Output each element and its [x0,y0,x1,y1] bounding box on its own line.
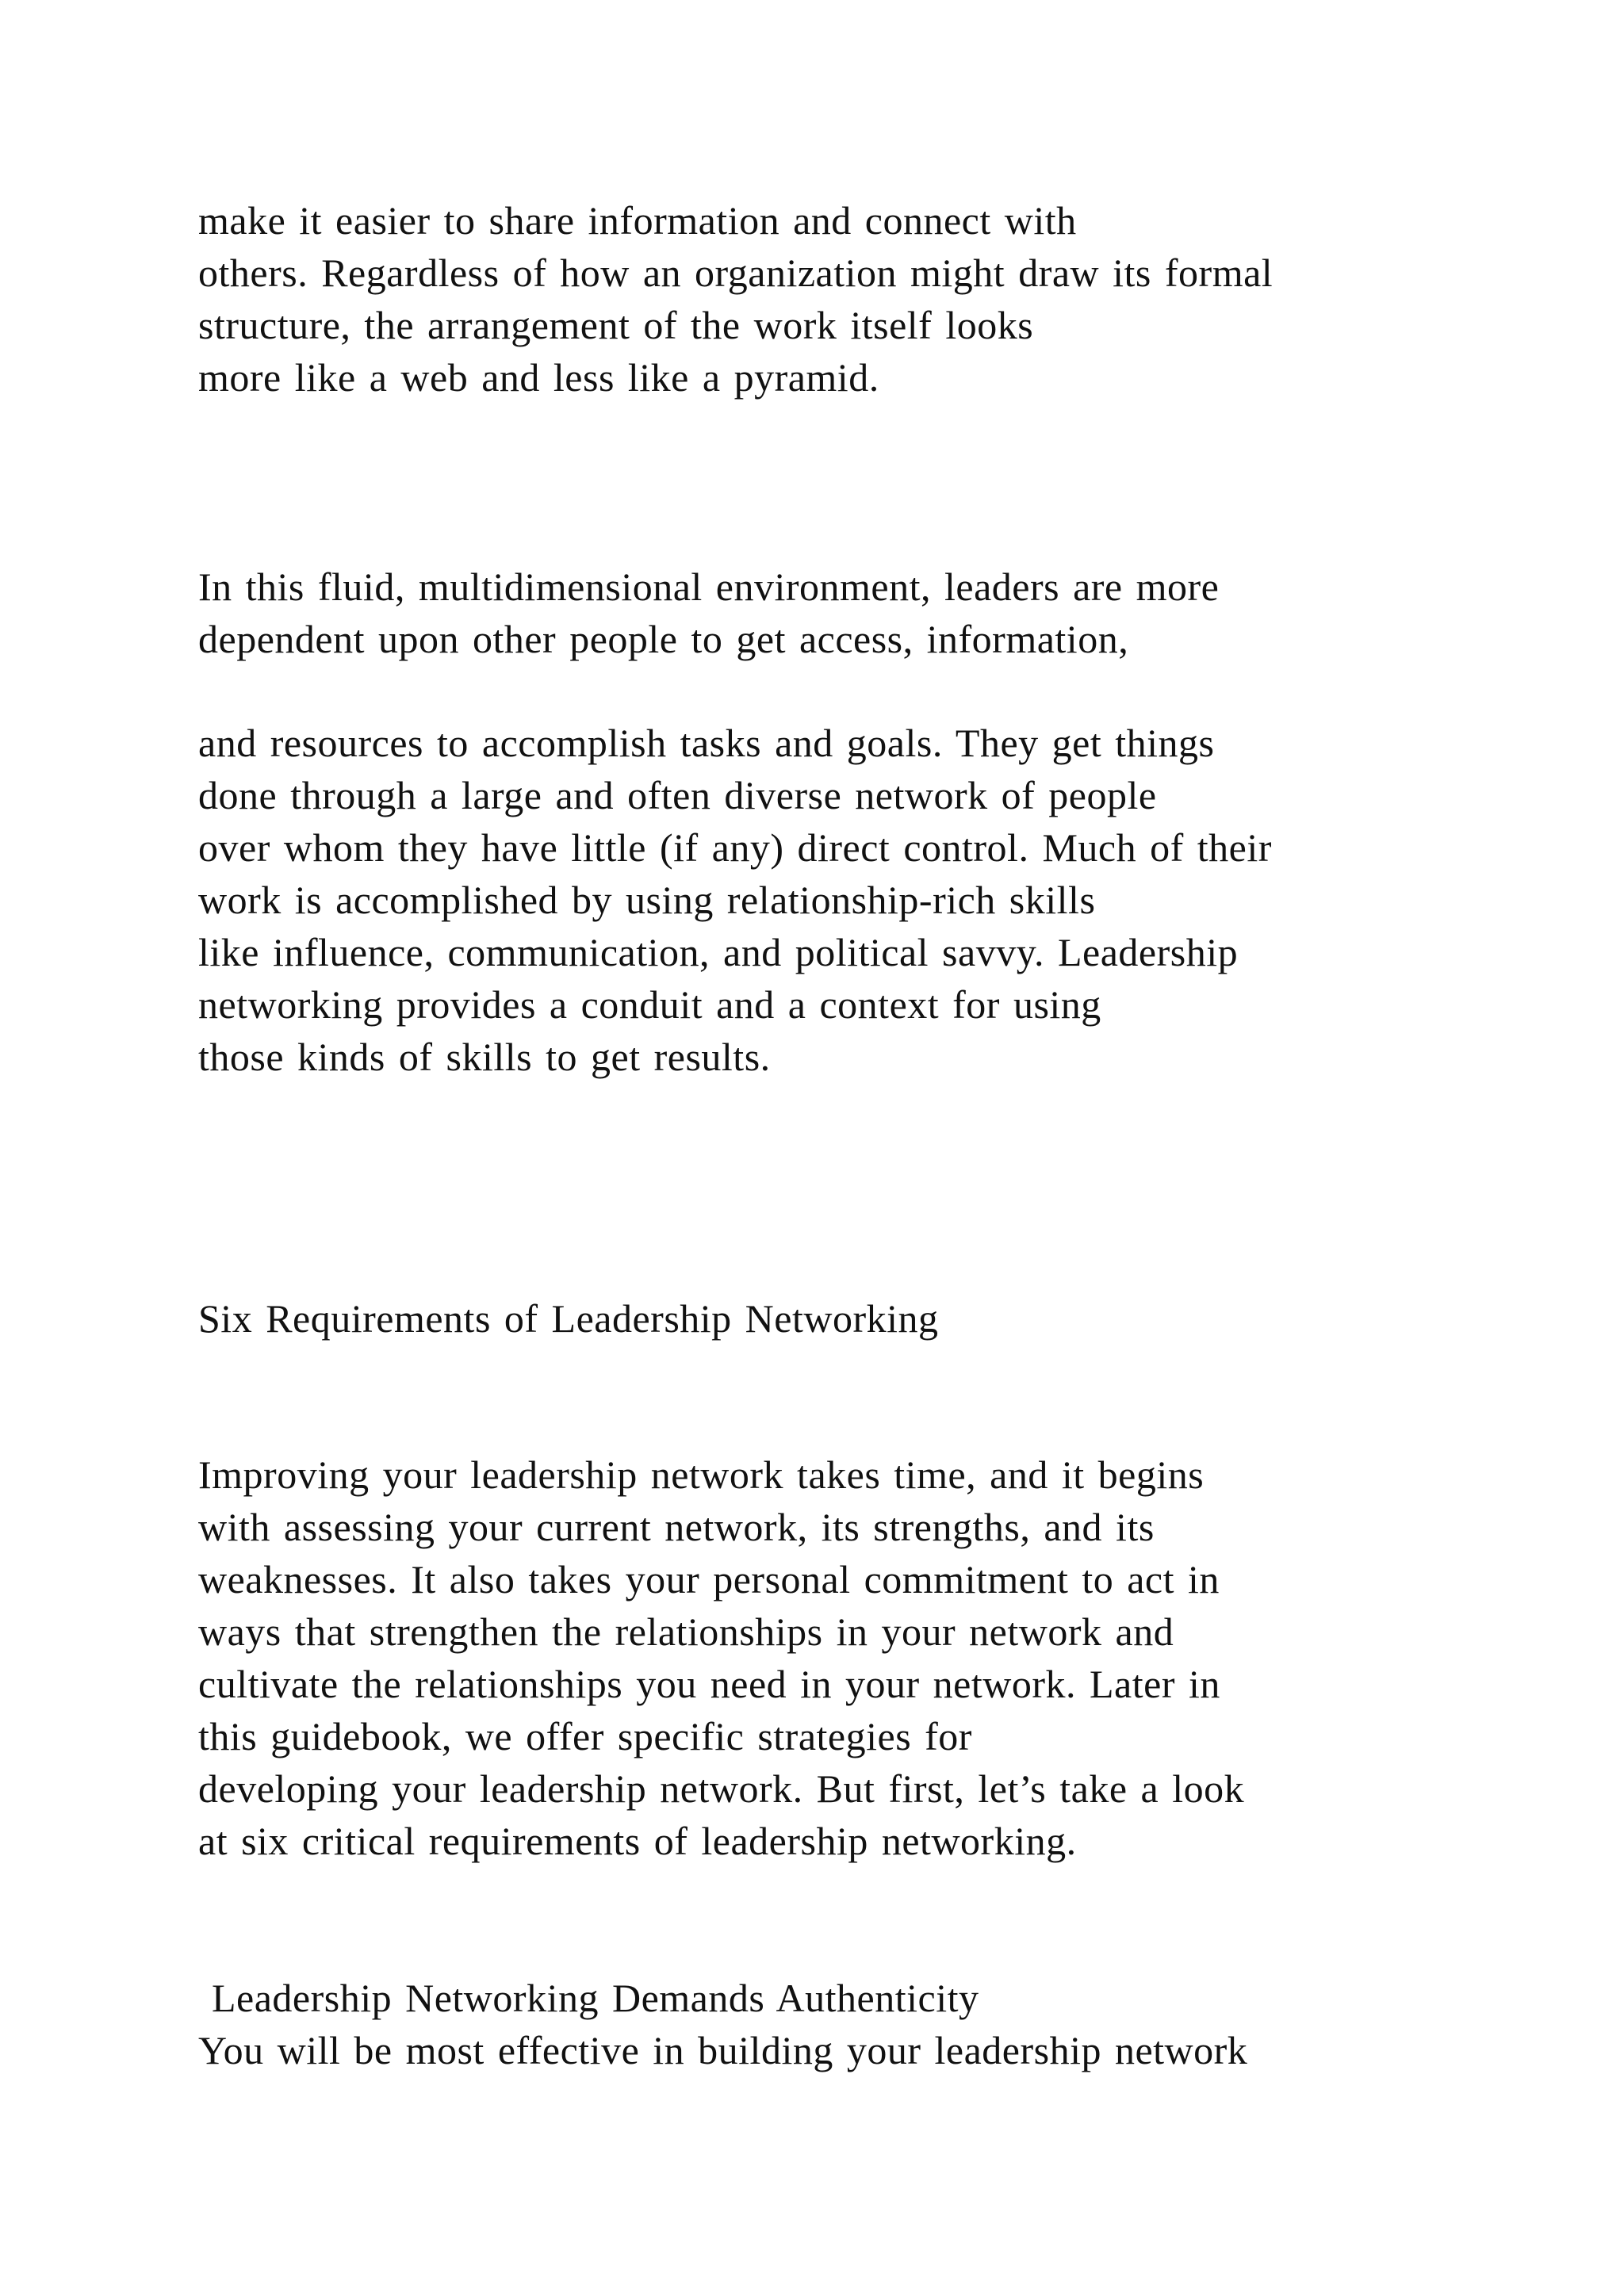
paragraph-line: weaknesses. It also takes your personal commitment to act in [198,1557,1220,1601]
paragraph-line: work is accomplished by using relationship-rich skills [198,878,1096,922]
paragraph-line: with assessing your current network, its strengths, and its [198,1505,1155,1549]
paragraph-line: cultivate the relationships you need in your network. Later in [198,1662,1220,1706]
paragraph-line: like influence, communication, and political savvy. Leadership [198,930,1239,974]
paragraph-line: make it easier to share information and connect with [198,198,1077,243]
section-heading: Six Requirements of Leadership Networking [198,1296,939,1341]
paragraph-line: others. Regardless of how an organization might draw its formal [198,251,1274,295]
paragraph-line: Improving your leadership network takes time, and it begins [198,1452,1205,1497]
paragraph-line: ways that strengthen the relationships in your network and [198,1609,1174,1654]
paragraph-line: and resources to accomplish tasks and goals. They get things [198,721,1215,765]
paragraph-line: at six critical requirements of leadership networking. [198,1819,1077,1863]
paragraph-line: You will be most effective in building your leadership network [198,2028,1248,2072]
subsection-heading: Leadership Networking Demands Authenticity [198,1976,979,2020]
paragraph-line: more like a web and less like a pyramid. [198,355,879,400]
paragraph-line: done through a large and often diverse network of people [198,773,1157,817]
paragraph-line: developing your leadership network. But first, let’s take a look [198,1766,1245,1811]
paragraph-line: over whom they have little (if any) direct control. Much of their [198,825,1272,870]
paragraph-line: networking provides a conduit and a context for using [198,982,1101,1027]
paragraph-line: dependent upon other people to get access, information, [198,617,1129,661]
paragraph-line: In this fluid, multidimensional environment, leaders are more [198,564,1220,609]
paragraph-line: those kinds of skills to get results. [198,1035,771,1079]
paragraph-line: this guidebook, we offer specific strategies for [198,1714,972,1758]
paragraph-line: structure, the arrangement of the work itself looks [198,303,1034,347]
